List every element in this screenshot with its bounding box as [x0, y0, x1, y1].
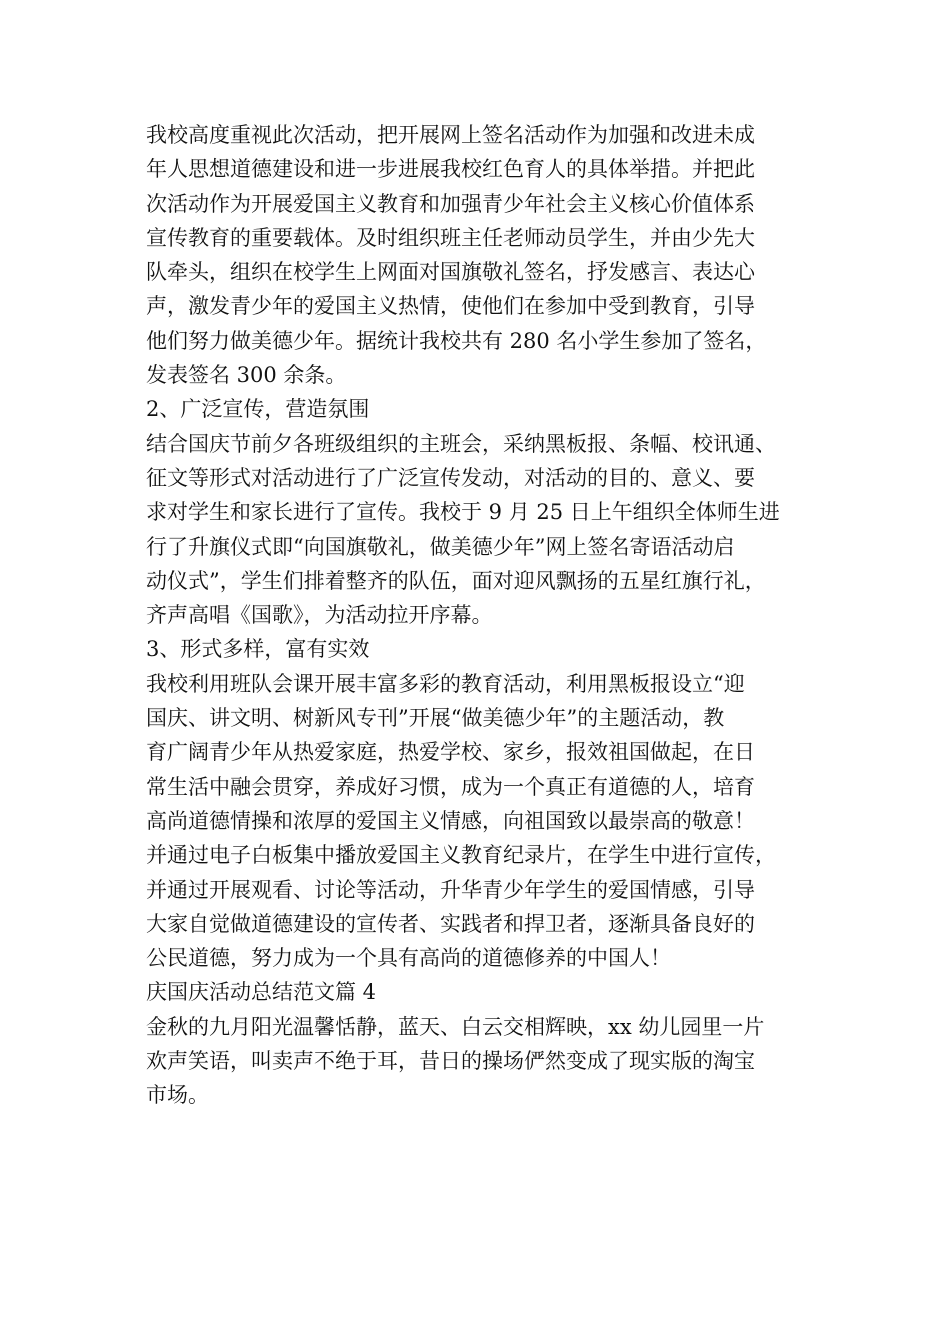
- text-line: 我校高度重视此次活动，把开展网上签名活动作为加强和改进未成: [146, 123, 755, 147]
- text-line: 育广阔青少年从热爱家庭，热爱学校、家乡，报效祖国做起，在日: [146, 740, 755, 765]
- text-line: 年人思想道德建设和进一步进展我校红色育人的具体举措。并把此: [146, 157, 755, 182]
- text-line: 结合国庆节前夕各班级组织的主班会，采纳黑板报、条幅、校讯通、: [146, 431, 776, 456]
- text-line: 金秋的九月阳光温馨恬静，蓝天、白云交相辉映，xx 幼儿园里一片: [146, 1014, 765, 1039]
- section-heading: 3、形式多样，富有实效: [146, 637, 370, 662]
- document-body: [146, 118, 836, 1113]
- text-line: 市场。: [146, 1083, 209, 1108]
- text-line: 次活动作为开展爱国主义教育和加强青少年社会主义核心价值体系: [146, 191, 755, 216]
- text-line: 发表签名 300 余条。: [146, 363, 347, 388]
- section-heading: 2、广泛宣传，营造氛围: [146, 397, 370, 422]
- text-line: 声，激发青少年的爱国主义热情，使他们在参加中受到教育，引导: [146, 294, 755, 319]
- text-line: 齐声高唱《国歌》，为活动拉开序幕。: [146, 603, 493, 628]
- text-line: 求对学生和家长进行了宣传。我校于 9 月 25 日上午组织全体师生进: [146, 500, 780, 525]
- article-heading: 庆国庆活动总结范文篇 4: [146, 980, 377, 1005]
- text-line: 征文等形式对活动进行了广泛宣传发动，对活动的目的、意义、要: [146, 465, 755, 490]
- text-line: 常生活中融会贯穿，养成好习惯，成为一个真正有道德的人，培育: [146, 774, 755, 799]
- text-line: 公民道德，努力成为一个具有高尚的道德修养的中国人！: [146, 946, 671, 971]
- text-line: 大家自觉做道德建设的宣传者、实践者和捍卫者，逐渐具备良好的: [146, 911, 755, 936]
- text-line: 欢声笑语，叫卖声不绝于耳，昔日的操场俨然变成了现实版的淘宝: [146, 1049, 755, 1074]
- text-line: 高尚道德情操和浓厚的爱国主义情感，向祖国致以最崇高的敬意！: [146, 808, 755, 833]
- text-line: 并通过开展观看、讨论等活动，升华青少年学生的爱国情感，引导: [146, 877, 755, 902]
- text-line: 我校利用班队会课开展丰富多彩的教育活动，利用黑板报设立“迎: [146, 671, 745, 696]
- text-line: 国庆、讲文明、树新风专刊”开展“做美德少年”的主题活动，教: [146, 706, 725, 731]
- text-line: 并通过电子白板集中播放爱国主义教育纪录片，在学生中进行宣传，: [146, 843, 776, 868]
- text-line: 队牵头，组织在校学生上网面对国旗敬礼签名，抒发感言、表达心: [146, 260, 755, 285]
- text-line: 他们努力做美德少年。据统计我校共有 280 名小学生参加了签名，: [146, 328, 767, 353]
- text-line: 动仪式”，学生们排着整齐的队伍，面对迎风飘扬的五星红旗行礼，: [146, 568, 766, 593]
- text-line: 行了升旗仪式即“向国旗敬礼，做美德少年”网上签名寄语活动启: [146, 534, 735, 559]
- text-line: 宣传教育的重要载体。及时组织班主任老师动员学生，并由少先大: [146, 225, 755, 250]
